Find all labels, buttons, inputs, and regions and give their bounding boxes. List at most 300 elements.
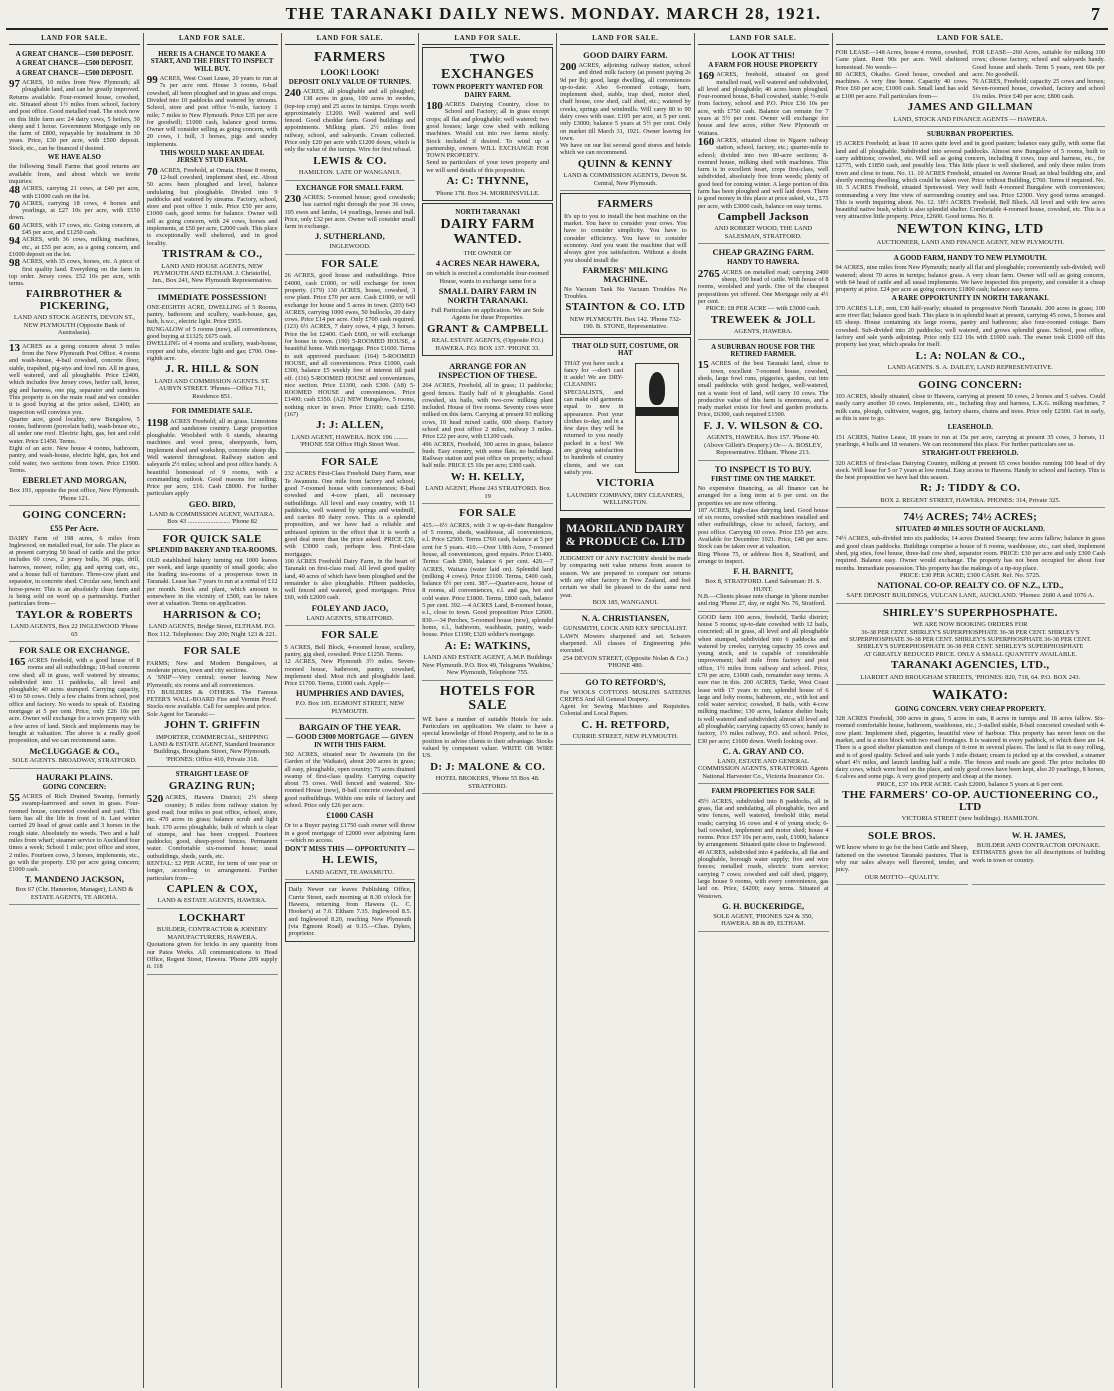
agent-name: Campbell Jackson bbox=[717, 210, 809, 223]
body-text: ESTIMATES given for all descriptions of building work in town or country. bbox=[972, 849, 1105, 864]
agent-details: VICTORIA STREET (new buildings). HAMILTON. bbox=[901, 815, 1039, 823]
headline: A FARM FOR HOUSE PROPERTY bbox=[708, 60, 818, 69]
columns bbox=[6, 33, 1108, 1388]
headline: LEASEHOLD. bbox=[947, 423, 993, 432]
advert bbox=[698, 47, 829, 244]
advert bbox=[147, 47, 278, 289]
advert bbox=[560, 674, 691, 745]
agent-name: A: C: THYNNE, bbox=[446, 175, 529, 188]
column-header: LAND FOR SALE. bbox=[422, 33, 553, 45]
advert bbox=[698, 340, 829, 461]
headline: FARM PROPERTIES FOR SALE bbox=[711, 787, 815, 796]
body-text: 496 ACRES, Freehold, 300 acres in grass, balance bush. Easy country, with some flats; no buildings. Railway station and post office on property; school half mile. PRICE £5 10s per acre; £300 cash. bbox=[422, 440, 553, 470]
body-text: 370 ACRES L.I.P., rent, £30 half-yearly; situated in progressive North Taranaki. 200 acres in grass; 100 acre river flat; balance good bush. This place is in splendid heart at present, carrying 45 cows, 5 horses and 65 sheep. House containing six large rooms, pantry and bathroom; also four-roomed cottage. Barn cowshed. Sub-divided into 20 paddocks; well watered, and grows splendid grass. School, post office, factory and sale yards adjoining. Price only £12 10s with £1000 cash. The owner took £1600 off this property last year, which speaks for itself. bbox=[835, 304, 1106, 349]
advert bbox=[147, 530, 278, 642]
advert bbox=[560, 610, 691, 673]
advert bbox=[560, 513, 691, 611]
headline: FIRST TIME ON THE MARKET. bbox=[711, 474, 816, 483]
agent-name: JAMES AND GILLMAN bbox=[907, 101, 1033, 114]
listing: 55 ACRES of Rich Drained Swamp, formerly swamp-harrowed and sown in grass. Four-roomed house, concreted cowshed and yard. This farm has all the life in front of it. Last winter carried 29 head of great cattle and 3 horses in the rough state. Absolutely no weeds. Two and a half miles from wharf; steamer service to Auckland four times a week; School 1 mile; post office and store, 2 miles. Fourteen cows, 3 horses, implements, etc., go with the property. £30 per acre going concern; £1000 cash. bbox=[9, 792, 140, 874]
agent-name: W: H. KELLY, bbox=[450, 470, 525, 483]
body-text: FARMS; New and Modern Bungalows, at moderate prices, town and city sections. bbox=[146, 659, 278, 674]
agent-details: LAND AGENT, HAWERA. BOX 196 ......... 'PHONE 558 Office High Street West. bbox=[291, 433, 409, 449]
agent-name: TAYLOR & ROBERTS bbox=[15, 608, 133, 621]
body-text: the following Small Farms that good returns are available from, and about which we invite inquiries: bbox=[9, 163, 140, 185]
body-text: FOR LEASE—260 Acres, suitable for milking 100 cows; choose factory, school and saleyards handy. Good house and sheds. Term 5 years, rent 60s per acre. No goodwill. bbox=[972, 49, 1105, 78]
agent-details: Box 67 (Chr. Hamerton, Manager), LAND & ESTATE AGENTS, TE AROHA. bbox=[15, 886, 134, 901]
body-text: 36-38 PER CENT. SHIRLEY'S SUPERPHOSPHATE 36-38 PER CENT. SHIRLEY'S SUPERPHOSPHATE 36-38 PER CENT. SHIRLEY'S SUPERPHOSPHATE 36-38 PER CENT. SHIRLEY'S SUPERPHOSPHATE 36-38 PER CENT. SHIRLEY'S SUPERPHOSPHATE bbox=[849, 628, 1092, 651]
agent-details: GUNSMITH, LOCK AND KEY SPECIALIST. bbox=[563, 625, 688, 633]
agent-name: McCLUGGAGE & CO., bbox=[29, 745, 120, 756]
headline: DON'T MISS THIS — OPPORTUNITY — bbox=[285, 845, 415, 854]
headline: DAIRY FARM WANTED. bbox=[440, 217, 535, 248]
advert bbox=[285, 47, 416, 181]
headline: THIS WOULD MAKE AN IDEAL JERSEY STUD FARM. bbox=[159, 149, 265, 165]
advert bbox=[9, 341, 140, 506]
agent-name: STAINTON & CO. LTD bbox=[565, 301, 686, 314]
agent-name: JOHN T. GRIFFIN bbox=[164, 719, 261, 731]
agent-details: SOLE AGENTS. BROADWAY, STRATFORD. bbox=[12, 757, 137, 765]
headline: CHEAP GRAZING FARM. bbox=[712, 247, 814, 258]
headline: A GREAT CHANCE—£500 DEPOSIT. bbox=[15, 50, 134, 58]
headline: A RARE OPPORTUNITY IN NORTH TARANAKI. bbox=[891, 294, 1049, 303]
headline: — GOOD £3000 MORTGAGE — GIVEN IN WITH THIS FARM. bbox=[286, 733, 414, 749]
listing: 70 ACRES, Freehold, at Omata. House 8 rooms, 12-bail cowshed, implement shed, etc. About 50 acres been ploughed and level, balance undulating but ploughable. Divided into 9 paddocks and watered by streams. Factory, school, store and post office 1 mile. Price £50 per acre, £1000 cash, good terms for balance. Owner will sell as going concern, with 24 cows, horses and implements, at £50 per acre, £2000 cash. This place is exceptionally well sheltered, and in good locality. bbox=[146, 165, 278, 247]
agent-name: CAPLEN & COX, bbox=[166, 882, 258, 895]
advert bbox=[147, 767, 278, 908]
body-text: ONE-EIGHTH ACRE, DWELLING of 5 Rooms, pantry, bathroom and scullery, wash-house, gas, bath, h.w.c., electric light. Price £955. bbox=[146, 303, 278, 326]
agent-name: HUMPHRIES AND DAVIES, bbox=[295, 688, 404, 699]
agent-details: 'Phone 178. Box 34. MORRINSVILLE. bbox=[435, 189, 540, 197]
headline: HANDY TO HAWERA. bbox=[727, 258, 800, 267]
body-text: 12 ACRES, New Plymouth 3½ miles. Seven-roomed house, bathroom, pantry, cowshed, implement shed. Most rich and ploughable land. Price £1700. Terms, £1000 cash. Apply— bbox=[284, 658, 416, 688]
headline: FOR SALE bbox=[321, 257, 379, 270]
headline: FARMERS bbox=[597, 198, 654, 211]
headline: BARGAIN OF THE YEAR. bbox=[299, 722, 401, 733]
agent-name: TARANAKI AGENCIES, LTD., bbox=[891, 659, 1050, 672]
advert bbox=[422, 358, 553, 504]
illustration bbox=[635, 363, 679, 473]
listing: 97 ACRES, 10 miles from New Plymouth; all ploughable land, and can be greatly improved. Returns available. Four-roomed house, cowshed, etc. Situated about 1½ miles from school, factory and post office. Good metalled road. The stock now on this little farm are: 24 dairy cows, 5 heifers, 30 sheep and 1 horse. Government Mortgage only on the farm of £800, repayable by instalment in 30 years. Price, £30 per acre, with £500 deposit. Stock, etc., can be financed if desired. bbox=[9, 78, 140, 152]
headline: HAURAKI PLAINS. bbox=[36, 771, 113, 782]
agent-contact: Box 43 .......................... 'Phone 82 bbox=[167, 518, 258, 526]
agent-name: N. A. CHRISTIANSEN, bbox=[581, 613, 669, 624]
agent-details: SAFE DEPOSIT BUILDINGS, VULCAN LANE, AUCKLAND. 'Phones: 2680 A and 1076 A. bbox=[846, 592, 1095, 600]
agent-name: VICTORIA bbox=[596, 477, 655, 490]
listing: 169 ACRES, freehold, situated on good metalled road, well watered and subdivided, all level and ploughable; 40 acres been ploughed. Four-roomed house, 8-bail cowshed, stable; ½-mile from factory, school and P.O. Price £36 10s per acre, with £750 cash. Balance can remain for 7 years at 5½ per cent. Owner will exchange for house and few acres, either New Plymouth or Waitara. bbox=[697, 70, 829, 137]
agent-details: AND ROBERT WOOD, THE LAND SALESMAN, STRATFORD. bbox=[714, 225, 813, 240]
body-text: 302 ACRES, situated near Te Awamutu (in the Garden of the Waikato), about 200 acres in grass; all easy, ploughable, open country; 75 acres drained swamp of first-class quality. Carrying capacity about 75 cows. Well fenced and watered. Six-roomed House (new), 8-bail concrete cowshed and good outbuildings. Within one mile of factory and school. Price only £26 per acre. bbox=[284, 750, 416, 809]
body-text: FOR LEASE—148 Acres, house 4 rooms, cowshed, Gane plant. Rent 90s per acre. Well sheltered homestead. No weeds— bbox=[835, 49, 969, 71]
agent-details: LAND, ESTATE AND GENERAL COMMISSION AGENTS, STRATFORD. Agents National Harvester Co., Victoria Insurance Co. bbox=[698, 757, 829, 780]
body-text: on which is erected a comfortable four-roomed House, wants to exchange same for a bbox=[426, 270, 549, 285]
headline: GRAZING RUN; bbox=[168, 779, 256, 792]
listing: 240 ACRES, all ploughable and all ploughed; 138 acres in grass, 100 acres in swedes, (top-top crop) and 25 acres in turnips. Crops worth approximately £1200. Well watered and well fenced. Good cheddar farm. Good buildings and appointments. Milking plant. 2½ miles from railway, school, and saleyards. Cream collected. Price only £20 per acre with £1200 down, which is only the value of the turnips. Wire for first refusal. bbox=[284, 86, 416, 154]
agent-name: T. MANDENO JACKSON, bbox=[24, 874, 124, 885]
headline: A GOOD FARM, HANDY TO NEW PLYMOUTH. bbox=[893, 253, 1047, 262]
body-text: 232 ACRES First-Class Freehold Dairy Farm, near Te Awamutu. One mile from factory and school; good 7-roomed house with conveniences; 8-bail cowshed and 4-cow plant, all necessary outbuildings. All level and easy country, with 11 paddocks, well watered by springs and windmill, and carries 80 dairy cows. This is a splendid proposition, and we have had a reliable and unbiased opinion to the effect that it is worth a good deal more than the price asked. PRICE £36, with £3000 cash, perhaps less. First-class mortgages. bbox=[284, 470, 416, 558]
advert bbox=[698, 612, 829, 785]
advert-layout bbox=[836, 49, 1106, 100]
agent-name: FOLEY AND JACO, bbox=[311, 602, 389, 613]
advert bbox=[972, 827, 1105, 885]
agent-details: SOLE AGENT, 'PHONES 324 & 350, HAWERA. 88 & 89, ELTHAM. bbox=[713, 912, 814, 928]
advert bbox=[698, 461, 829, 612]
agent-details: AGENTS, HAWERA. bbox=[733, 328, 793, 336]
headline: SUBURBAN PROPERTIES. bbox=[927, 130, 1014, 139]
headline: FOR SALE bbox=[459, 507, 517, 520]
body-text: 328 ACRES Freehold, 300 acres in grass, 5 acres in oats, 8 acres in turnips and 18 acres fallow. Six-roomed comfortable house, bathroom, washhouse, etc.; 3-stalled stable, 8-bail concreted cowshed with 4-cow plant. Implement shed, piggeries, beautiful view of harbour. This property has never been on the market, and is a nice block with two road frontages. It is watered in every paddock, of which there are 14. There is a good shelter plantation and clumps of ti-tree in several places. The land is flat to easy rolling, and is of good quality. School and sale yards 1 mile distant; cream is picked up at the cowshed, a steamer wharf 4½ miles, and launch landing half a mile. The fences and roads are good. The price includes 80 dairy cows, which were bred on the place, and only good cows have been kept, also 20 yearlings, 8 horses, 6 calves and some pigs. A very good property and cheap at the money. bbox=[835, 715, 1105, 781]
agent-details: LAND AGENTS. S. A. DAILEY, LAND REPRESENTATIVE. bbox=[887, 364, 1053, 372]
agent-details: HOTEL BROKERS, 'Phone 55 Box 48. STRATFORD. bbox=[435, 775, 540, 790]
agent-details: LAND AND COMMISSION AGENTS. ST. AUBYN STREET. 'Phones—Office 711, Residence 851. bbox=[154, 377, 270, 400]
agent-details: LAND AND ESTATE AGENT, A.M.P. Buildings New Plymouth. P.O. Box 49, Telegrams 'Watkins,' New Plymouth, Telephone 755. bbox=[422, 654, 553, 677]
column-3 bbox=[282, 33, 420, 1388]
headline: DEPOSIT ONLY VALUE OF TURNIPS. bbox=[288, 77, 411, 86]
agent-details: LAND & COMMISSION AGENT, WAITARA. bbox=[149, 510, 275, 518]
headline: NORTH TARANAKI bbox=[455, 208, 520, 217]
headline: TOWN PROPERTY WANTED FOR DAIRY FARM. bbox=[432, 83, 543, 99]
body-text: Send us particulars of your town property and we will send details of this proposition. bbox=[426, 159, 549, 174]
headline: GOING CONCERN: bbox=[918, 378, 1023, 391]
headline: FARMERS' MILKING MACHINE. bbox=[582, 264, 669, 284]
headline: FOR QUICK SALE bbox=[162, 532, 262, 545]
body-text: Quarter acre, good locality, new Bungalow, 5 rooms, bathroom (porcelain bath), wash-house etc., all under one roof. Electric light, gas, hot and cold water. Price £1450. Terms. bbox=[9, 415, 140, 445]
agent-details: Box 8, STRATFORD. Land Salesman: H. S. HUNT. bbox=[705, 578, 822, 593]
agent-name: TRISTRAM & CO., bbox=[161, 247, 263, 260]
price: PRICE, £37 10s PER ACRE. Cash £2000, balance 5 years at 6 per cent. bbox=[876, 780, 1064, 788]
body-text: N.B.—Clients please note change in 'phone number and ring 'Phone 27, day, or night No. 76, Stratford. bbox=[697, 593, 829, 608]
advert bbox=[147, 289, 278, 404]
agent-name: LOCKHART bbox=[179, 911, 246, 924]
agent-contact: 254 DEVON STREET, (Opposite Nolan & Co.) 'PHONE 480. bbox=[562, 654, 688, 670]
body-text: Full Particulars on application. We are Sole Agents for these Properties. bbox=[431, 306, 545, 322]
body-text: Quotations given for bricks in any quantity from our Patea Works. All communications to Head Office, Regent Street, Hawera. 'Phone 209 supply it. 118 bbox=[146, 941, 278, 971]
body-text: 74½ ACRES, sub-divided into six paddocks; 14 acres Drained Swamp; few acres fallow; balance in grass and good clean paddocks. Buildings comprise a house of 6 rooms, washhouse, etc., cart shed, implement shed, pig sties, fowl house, three-bail cow shed, separator room. PRICE: £30 per acre and only £300 Cash required. Balance easy. Owner would exchange. The property has not been occupied for about four months. Immediate possession. This property has the makings of a tip-top place. bbox=[835, 535, 1105, 572]
agent-details: LAND AGENTS, STRATFORD. bbox=[306, 614, 394, 622]
body-text: 151 ACRES, Native Lease, 18 years to run at 15s per acre, carrying at present 35 cows, 3 horses, 11 yearlings, 4 bulls and 18 weaners. We can recommend this place. For further particulars see us. bbox=[835, 433, 1105, 448]
headline: HOTELS FOR SALE bbox=[439, 683, 536, 714]
advert bbox=[698, 244, 829, 339]
agent-name: TREWEEK & JOLL bbox=[710, 313, 816, 326]
agent-name: EBERLET AND MORGAN, bbox=[22, 475, 127, 486]
body-text: No Vacuum Tank No Vacuum Troubles No Troubles. bbox=[564, 285, 687, 301]
page-number: 7 bbox=[1091, 3, 1100, 24]
price: PRICE: £30 PER ACRE; £300 CASH. Ref. No. 5725. bbox=[899, 571, 1041, 579]
headline: GOING CONCERN. VERY CHEAP PROPERTY. bbox=[894, 704, 1046, 713]
advert bbox=[836, 251, 1106, 376]
agent-name: FAIRBROTHER & PICKERING, bbox=[25, 288, 123, 312]
advert bbox=[285, 181, 416, 255]
headline: WAIKATO: bbox=[931, 688, 1009, 704]
headline: FOR SALE bbox=[321, 455, 379, 468]
body-text: OUR MOTTO—QUALITY. bbox=[864, 873, 940, 881]
headline: GOING CONCERN: bbox=[22, 509, 127, 522]
listing: 165 ACRES freehold, with a good house of 8 rooms and all outbuildings; 18-bail concrete cow shed; all in grass, well watered by streams; subdivided into 11 paddocks, all level and ploughable; 40 acres stumped. Carrying capacity, 43 to 50 cows. Only a few chains from school, post office and factory. No weeds to speak of. Existing mortgage at 5 per cent. Price, only £26 10s per acre. Owner will exchange for a town property with a few acres of land. Stock and implements may be bought at valuation. The above is a really good proposition, and we can recommend same. bbox=[9, 655, 140, 745]
listing: 98 ACRES, with 35 cows, horses, etc. A piece of first quality land. Everything on the farm in top order. Jersey cows. £52 10s per acre, with terms. bbox=[9, 257, 140, 288]
body-text: Or to a Buyer paying £1750 cash owner will throw in a good mortgage of £2000 over adjoining farm —which no access. bbox=[284, 822, 416, 844]
agent-name: QUINN & KENNY bbox=[577, 157, 673, 170]
body-text: AT GREATLY REDUCED PRICE. ONLY A SMALL QUANTITY AVAILABLE. bbox=[863, 650, 1077, 658]
body-text: 5 ACRES, Bell Block, 4-roomed house, scullery, pantry, gig shed, cowshed. Price £1250. Terms. bbox=[284, 643, 416, 658]
notice-box bbox=[285, 882, 416, 941]
agent-contact: BOX 185, WANGANUI. bbox=[592, 598, 659, 606]
listing: 60 ACRES, with 17 cows, etc. Going concern, at £45 per acre, and £1250 cash. bbox=[9, 220, 140, 237]
body-text: Daily Newer car leaves Publishing Office, Currie Street, each morning at 8.30 o'clock for Hawera, returning from Hawera (L. C. Hooker's) at 7.0. Eltham 7.35. Inglewood 8.5. and Inglewood 8.20, reaching New Plymouth (via Egmont Road) at 9.15.—Chas. Dykes, proprietor. bbox=[288, 886, 412, 938]
advert-layout bbox=[564, 360, 687, 477]
body-text: Ring 'Phone 75, or address Box 8, Stratford, and arrange to inspect. bbox=[697, 550, 829, 565]
advert bbox=[422, 203, 553, 356]
headline: LOOK AT THIS! bbox=[731, 50, 795, 60]
price: PRICE: £8 PER ACRE — with £3000 cash. bbox=[705, 305, 821, 313]
column-7-8 bbox=[833, 33, 1109, 1388]
body-text: 49 ACRES, subdivided into 4 paddocks, all flat and ploughable, borough water supply; five and wire fences; metalled roads, electric tram service; carrying 7 cows; cowshed and calf shed, piggery, large house 9 rooms, with every convenience, gas laid on. Price, £4200; easy terms. Situated at Westown. bbox=[697, 848, 829, 900]
agent-name: NATIONAL CO-OP. REALTY CO. OF N.Z., LTD., bbox=[877, 580, 1064, 591]
column-header: LAND FOR SALE. bbox=[147, 33, 278, 45]
agent-details: REAL ESTATE AGENTS, (Opposite P.O.) HAWERA. P.O. BOX 137. 'PHONE 33. bbox=[431, 337, 544, 352]
body-text: OLD established bakery turning out 1000 loaves per week, and large quantity of small goods; also the leading tea-rooms of a prosperous town in Taranaki. Lease has 7 years to run at a rental of £12 per month. Stock and plant, which amount to somewhere in the vicinity of £500, can be taken over at valuation. Terms on application. bbox=[146, 556, 278, 608]
listing: 15 ACRES of the best Taranaki land, close to town, excellent 7-roomed house, cowshed, sheds, large fowl runs, piggeries, garden, cut into small paddocks with good hedges, well-watered, not a waste foot of land, will carry 10 cows. The productive value of this farm is enormous, and a ready market exists for fowl and garden products. Price, £6300, cash required £1500. bbox=[697, 359, 829, 419]
agent-name: J. R. HILL & SON bbox=[165, 363, 259, 376]
body-text: 94 ACRES, nine miles from New Plymouth; nearly all flat and ploughable; conveniently sub-divided; well watered; about 70 acres in turnips; balance grass. A very clean farm. Owner will sell as going concern, with 64 head of cattle and all usual implements. We have inspected this property, and consider it a cheap property at price. £24 per acre as going concern; £1800 cash; balance easy terms. bbox=[835, 264, 1105, 294]
body-text: WE ARE NOW BOOKING ORDERS FOR bbox=[912, 621, 1028, 629]
agent-name: J: J: ALLEN, bbox=[316, 419, 384, 432]
headline: 4 ACRES NEAR HAWERA, bbox=[435, 258, 540, 269]
body-text: 187 ACRES, high-class dairying land. Good house of six rooms, cowshed with machines installed and other outbuildings, close to school, factory, and post office. Carrying 60 cows. Price £55 per acre. Available for December 1921. Price, £48 per acre. Stock can be taken over at valuation. bbox=[697, 506, 829, 551]
agent-details: LAND AND STOCK AGENTS, DEVON ST., NEW PLYMOUTH (Opposite Bank of Australasia). bbox=[13, 314, 135, 337]
advert bbox=[836, 376, 1106, 509]
column-4 bbox=[419, 33, 557, 1388]
advert bbox=[836, 827, 969, 885]
agent-name: L: A: NOLAN & CO., bbox=[915, 349, 1025, 362]
agent-name: GRANT & CAMPBELL bbox=[426, 322, 549, 335]
headline: FOR SALE bbox=[183, 645, 241, 658]
agent-details: LAND AGENT, TE AWAMUTU. bbox=[305, 868, 394, 876]
advert bbox=[560, 47, 691, 191]
headline: FOR SALE OR EXCHANGE. bbox=[19, 645, 130, 656]
agent-name: W. H. JAMES, bbox=[1011, 829, 1066, 840]
body-text: It's up to you to install the best machine on the market. You have to consider your cows. You have to consider simplicity. You have to consider efficiency. You have to consider economy. And you want the machine that will always give you satisfaction. Without a doubt you should install the bbox=[564, 212, 687, 264]
body-text: Sole Agent for Taranaki:— bbox=[146, 710, 215, 718]
body-text: We have on our list several good stores and hotels which we can recommend. bbox=[560, 142, 691, 157]
agent-name: THE FARMERS' CO-OP. AUCTIONEERING CO., LTD bbox=[842, 789, 1099, 813]
agent-name: J. SUTHERLAND, bbox=[315, 231, 385, 242]
listing: 1198 ACRES Freehold; all in grass. Limestone and sandstone country. Large proportion ploughable. Woolshed with 6 stands, shearing machines and wool press, sheepyards, barn, implement shed and workshop, concrete sheep dip. Well watered throughout. Railway station and saleyards 2½ miles; school and post office handy. A beautiful homestead of 9 rooms, with a commanding outlook. Good reasons for selling. Price per acre, £16. Cash £8000. For further particulars apply bbox=[146, 416, 278, 498]
advert bbox=[147, 404, 278, 529]
body-text: THAT you have such a fancy for —don't cast it aside! We are DRY-CLEANING SPECIALISTS, and can make old garments equal to new in appearance. Post your clothes to-day, and in a few days they will be returned to you neatly packed in a box! We are giving satisfaction to hundreds of country clients, and we can satisfy you. bbox=[564, 359, 624, 476]
agent-details: LAND AGENTS, Bridge Street, ELTHAM. P.O. Box 112. Telephones: Day 200; Night 123 & 221. bbox=[147, 623, 277, 638]
headline: A GREAT CHANCE—£500 DEPOSIT. bbox=[15, 68, 134, 77]
agent-name: R: J: TIDDY & CO. bbox=[920, 482, 1021, 495]
agent-details: BUILDER, CONTRACTOR & JOINERY MANUFACTURERS, HAWERA. bbox=[156, 926, 268, 941]
headline: £55 Per Acre. bbox=[50, 522, 99, 533]
advert bbox=[285, 719, 416, 880]
listing: 13 ACRES as a going concern about 3 miles from the New Plymouth Post Office. 4 rooms and wash-house, 4-bail cowshed, concrete floor, stable, trapshed, pig-stys and fowl run. All in grass, well watered, and all ploughable. Price £2400, which includes five Jersey cows, heifer calf, horse, gig and harness, one pig, separator and sundries. This property is on the main road and we consider it is good buying at the price asked, £2400; an inspection will convince you. bbox=[9, 341, 140, 416]
agent-name: NEWTON KING, LTD bbox=[896, 221, 1044, 237]
column-header: LAND FOR SALE. bbox=[9, 33, 140, 45]
body-text: RENTAL: £2 PER ACRE, for term of one year or longer, according to arrangement. Further particulars from— bbox=[146, 859, 278, 882]
headline: HERE IS A CHANCE TO MAKE A START, AND THE FIRST TO INSPECT WILL BUY. bbox=[150, 50, 274, 73]
advert bbox=[422, 504, 553, 680]
headline: STRAIGHT-OUT FREEHOLD. bbox=[922, 449, 1019, 458]
advert bbox=[836, 604, 1106, 685]
body-text: TO BUILDERS & OTHERS. The Famous PETER'S WALL-BOARD Fire and Vermin Proof. Stocks now available. Call for samples and price. bbox=[146, 688, 278, 711]
body-text: No expensive financing, as all finance can be arranged for a long term at 6 per cent. on the properties we are now offering. bbox=[697, 484, 829, 507]
agent-name: A: E: WATKINS, bbox=[444, 639, 531, 652]
advert bbox=[836, 508, 1106, 603]
body-text: THE OWNER OF bbox=[463, 249, 512, 257]
listing: 230 ACRES; 5-roomed house; good cowsheds; has carried right through the year 36 cows, 105 ewes and lambs, 14 yearlings, horses and bull. Price, only £32 per acre. Owner will consider small farm in exchange. bbox=[284, 192, 416, 231]
column-1 bbox=[6, 33, 144, 1388]
headline: FOR IMMEDIATE SALE. bbox=[171, 407, 253, 416]
agent-details: LAND, STOCK AND FINANCE AGENTS — HAWERA. bbox=[893, 115, 1048, 123]
advert bbox=[836, 47, 1106, 127]
agent-details: HAMILTON. LATE OF WANGANUI. bbox=[298, 169, 401, 177]
listing: 2765 ACRES on metalled road; carrying 2400 sheep, 100 head of cattle. With house of 8 rooms, woolshed and yards. One of the cheapest propositions yet offered. One Mortgage only at 4½ per cent. bbox=[697, 267, 829, 305]
headline: 74½ ACRES; 74½ ACRES; bbox=[903, 511, 1038, 524]
advert bbox=[422, 681, 553, 795]
headline: £1000 CASH bbox=[326, 810, 374, 821]
advert bbox=[9, 642, 140, 769]
body-text: A 'SNIP'—Very central; owner leaving New Plymouth; six rooms and all conveniences. bbox=[146, 674, 278, 689]
agent-name: F. J. V. WILSON & CO. bbox=[703, 419, 823, 432]
body-text: WE know where to go for the best Cattle and Sheep, fattened on the sweetest Taranaki pastures. That is why our sales always well flavored, tender, and juicy. bbox=[835, 844, 969, 874]
body-text: GOOD farm 100 acres, freehold, Tariki district; house 5 rooms; up-to-date cowshed with 12 bails, concreted; all in grass, all level and all ploughable when stumped, subdivided into 6 paddocks and watered by creeks; carrying capacity 35 cows and young stock, and is capable of considerable improvement; half mile from factory and post office, 1½ miles from railway and school. Price, £70 per acre, £1000 cash, remainder easy terms. A sure rise in this. 200 ACRES, Tariki, West Coast lease with 17 years to run; splendid house of 6 large and lofty rooms, bathroom, etc., with hot and cold water service; cowshed, 8 bails, with 4-cow milking machine; 130 acres, balance shelter bush; is well watered and subdivided; almost all level and all ploughable; carrying capacity 65 cows; handy to factory, 1½ miles railway, P.O. and school. Price, £30 per acre; £1600 down. Worth looking over. bbox=[697, 613, 829, 745]
advert bbox=[285, 255, 416, 453]
body-text: 264 ACRES, Freehold, all in grass; 11 paddocks; good fences. Easily half of it ploughable. Good cowshed, six bails, with two-cow milking plant included. House of five rooms. Seventy cows were milked on this farm. Carrying at present 93 milking cows, 10 head mixed cattle, 600 sheep. Factory school and post office 2 miles, railway 3 miles. Price £22 per acre, with £1200 cash. bbox=[422, 382, 553, 441]
body-text: For WOOLS COTTONS MUSLINS SATEENS CREPES And All General Drapery. bbox=[560, 688, 691, 703]
advert bbox=[836, 127, 1106, 251]
body-text: LAWN Mowers sharpened and set. Scissors sharpened. All classes of Engineering jobs executed. bbox=[560, 632, 691, 655]
column-5 bbox=[557, 33, 695, 1388]
agent-details: BUILDER AND CONTRACTOR OPUNAKE. bbox=[976, 841, 1101, 849]
agent-details: LIARDET AND BROUGHAM STREETS, 'PHONES: 820, 718, 64. P.O. BOX 243. bbox=[860, 673, 1081, 681]
headline: THAT OLD SUIT, COSTUME, OR HAT bbox=[572, 341, 679, 358]
headline: FOR SALE bbox=[321, 629, 379, 642]
logo-banner: MAORILAND DAIRY & PRODUCE Co. LTD bbox=[560, 518, 691, 552]
headline: GOOD DAIRY FARM. bbox=[583, 50, 668, 60]
agent-details: LAND AGENTS, Box 22 INGLEWOOD 'Phone 65 bbox=[10, 623, 139, 638]
advert bbox=[9, 769, 140, 905]
agent-name: F. H. BARNITT, bbox=[733, 566, 793, 577]
body-text: 320 ACRES of first-class Dairying Country, milking at present 65 cows besides running 100 head of dry stock. Will lease for 5 or 7 years at low rental. Easy access to Hawera. Handy to school and factory. This is the best proposition we have had this season. bbox=[835, 459, 1105, 482]
advert bbox=[698, 784, 829, 931]
body-text: Agent for Sewing Machines and Requisites. Colonial and Local Papers. bbox=[560, 703, 691, 718]
body-text: 76 ACRES, Freehold; capacity 25 cows and horses; Seven-roomed house, cowshed, factory and school 1¼ miles. Price £40 per acre; £800 cash. bbox=[972, 78, 1105, 100]
headline: A SUBURBAN HOUSE FOR THE RETIRED FARMER. bbox=[711, 342, 816, 358]
headline: WE HAVE ALSO bbox=[47, 153, 101, 161]
headline: FARMERS bbox=[314, 50, 386, 65]
advert bbox=[560, 193, 691, 335]
body-text: 26 ACRES, good house and outbuildings. Price £4000, cash £1000, or will exchange for town property. (179) 130 ACRES, house, cowshed, 3 cow plant. Price £70 per acre. Cash £1000, or will exchange for house and 5 acres in town. (203) 643 ACRES, carrying 1000 ewes, 50 bullocks, 20 dairy cows. Price £14 per acre. Only £700 cash required. (123) 6½ ACRES, 7 dairy cows, 4 pigs, 3 horses. Price the lot £2400. Cash £600, or will exchange for house in town. (190) 5-ROOMED HOUSE, a beautiful home. With mortgage. Price £1600. Terms to suit approved purchaser. (164) 5-ROOMED HOUSE, and all conveniences. Price £1000, cash £300, balance £5 weekly free of interest till paid off. (116) 5-ROOMED HOUSE and conveniences, nice section. Price £1300, cash £300. (A8) 5-ROOMED HOUSE and conveniences. Price £1400; cash £350. (A2) NEW Bungalow, 5 rooms, nothing nicer in town. Price £1600; cash £250. (167) bbox=[284, 272, 416, 419]
agent-details: LAND AGENT, Phone 243 STRATFORD. Box 19 bbox=[425, 485, 550, 500]
column-header: LAND FOR SALE. bbox=[836, 33, 1106, 45]
headline: STRAIGHT LEASE OF bbox=[175, 770, 249, 779]
body-text: WE have a number of suitable Hotels for sale. Particulars on application. We claim to have a special knowledge of Hotel Property, and to be in a position to advise clients to their advantage. Stocks valued by competent valuer. WRITE OR WIRE US. bbox=[422, 715, 553, 760]
agent-details: INGLEWOOD. bbox=[329, 243, 371, 251]
agent-details: LAND & ESTATE AGENTS, HAWERA. bbox=[157, 897, 267, 905]
agent-details: P.O. Box 105. EGMONT STREET, NEW PLYMOUTH. bbox=[295, 700, 405, 715]
agent-details: LAUNDRY COMPANY, DRY CLEANERS, WELLINGTON. bbox=[566, 491, 684, 507]
listing: 48 ACRES, carrying 21 cows, at £40 per acre, with £1000 cash on the lot. bbox=[9, 184, 140, 200]
masthead bbox=[6, 0, 1108, 30]
advert bbox=[147, 642, 278, 767]
headline: SPLENDID BAKERY AND TEA-ROOMS. bbox=[147, 546, 277, 555]
agent-details: Box 191, opposite the post office, New Plymouth. 'Phone 121. bbox=[9, 487, 140, 502]
agent-details: AGENTS, HAWERA. Box 157. 'Phone 40. (Above Gillett's Drapery.) Or— A. BOSLEY, Representative. Eltham. 'Phone 213. bbox=[704, 434, 823, 457]
listing: 180 ACRES Dairying Country, close to School and Factory; all in grass except crops; all flat and ploughable; well watered; two good houses; large cow shed with milking machines. Would cut into two farms nicely. Stock included if desired. To wind up a partnership, owners WILL EXCHANGE FOR TOWN PROPERTY. bbox=[426, 100, 549, 160]
agent-details: LAND AND HOUSE AGENTS, NEW PLYMOUTH AND ELTHAM. J. Christoffel, Jun., Box 241, New Plymouth Representative. bbox=[151, 262, 273, 285]
headline: ARRANGE FOR AN INSPECTION OF THESE. bbox=[438, 361, 538, 381]
agent-name: LEWIS & CO. bbox=[313, 154, 387, 167]
listing: 520 ACRES, Hawera District; 2½ sheep country; 8 miles from railway station by good road; four miles to post office, school, store, etc. 470 acres in grass; balance scrub and light bush. 170 acres ploughable, bulk of which is clear of stumps, and has been cropped. Fourteen paddocks; good, sheep-proof fences. Permanent water. Comfortable six-roomed house; usual outbuildings, sheds, yards, etc. bbox=[146, 793, 278, 860]
headline: IMMEDIATE POSSESSION! bbox=[157, 291, 267, 302]
agent-name: C. A. GRAY AND CO. bbox=[722, 745, 804, 756]
headline: SITUATED 40 MILES SOUTH OF AUCKLAND. bbox=[895, 525, 1045, 533]
column-header: LAND FOR SALE. bbox=[285, 33, 416, 45]
advert bbox=[285, 453, 416, 626]
body-text: JUDGMENT OF ANY FACTORY should be made by comparing nett value returns from season to season. We are prepared to compare our returns with any other factory in New Zealand, and feel certain we shall be pleased to do the same next year. bbox=[560, 555, 691, 599]
agent-details: IMPORTER, COMMERCIAL, SHIPPING LAND & ESTATE AGENT, Standard Insurance Buildings, Brougham Street, New Plymouth. 'PHONES: Office 410, Private 318. bbox=[149, 733, 275, 763]
body-text: Eight of an acre. New house 4 rooms, bathroom, pantry, and wash-house, electric light, gas, hot and cold water, two sections from town. Price £1900. Terms. bbox=[9, 445, 140, 474]
headline: GOING CONCERN: bbox=[42, 782, 107, 791]
agent-name: GEO. BIRD, bbox=[188, 498, 236, 509]
headline: SMALL DAIRY FARM IN NORTH TARANAKI. bbox=[438, 286, 537, 306]
advert bbox=[836, 685, 1106, 827]
agent-name: D: J: MALONE & CO. bbox=[430, 760, 546, 773]
body-text: 103 ACRES, ideally situated, close to Hawera, carrying at present 50 cows, 2 horses and 5 calves. Could easily carry another 10 cows. Implements, etc., including dray and harness, L.K.G. milking machines, 7 milk cans, plough, cultivator, wagon, gig, factory shares, chains and trees. Price only £2300. Get in early, as this is sure to go. bbox=[835, 393, 1105, 422]
column-6 bbox=[695, 33, 833, 1388]
headline: LOOK! LOOK! bbox=[320, 66, 380, 77]
listing: 99 ACRES, West Coast Lease, 20 years to run at 7s per acre rent. House 3 rooms, 6-bail cowshed, all been ploughed and in grass and crops. Divided into 10 paddocks and watered by streams. School, store and post office ½-mile, factory 1 mile; 7 miles to New Plymouth. Price £35 per acre for goodwill; £1000 cash, balance good terms. Owner will consider selling as going concern, with 20 cows, 1 bull, 3 horses, pigs and sundry implements. bbox=[146, 74, 278, 148]
agent-details: AUCTIONEER, LAND AND FINANCE AGENT, NEW PLYMOUTH. bbox=[876, 239, 1064, 247]
headline: TWO EXCHANGES bbox=[441, 52, 535, 82]
advert bbox=[147, 909, 278, 975]
agent-name: G. H. BUCKERIDGE, bbox=[722, 900, 805, 911]
listing: 160 ACRES, situated close to Ngaere railway station, school, factory, etc.; quarter-mile to school; divided into two 80-acre sections; 8-roomed house, milking shed with machines. This farm is in excellent heart, crops first-class, well subdivided, absolutely free from weeds; plenty of good feed for coming winter. A large portion of this farm has been ploughed and well laid down. There is good money in this place at price asked, viz., £75 per acre, with £3000 cash, balance on easy terms. bbox=[697, 135, 829, 210]
agent-details: CURRIE STREET, NEW PLYMOUTH. bbox=[572, 733, 679, 741]
listing: 70 ACRES, carrying 18 cows, 4 horses and yearlings, at £27 10s per acre, with £550 down. bbox=[9, 198, 140, 222]
body-text: 100 ACRES Freehold Dairy Farm, in the heart of Taranaki on first-class road. All level good quality land, 40 acres of which have been ploughed and the remainder is also ploughable. Fifteen paddocks, well fenced and watered, good mortgages. Price £60, with £2000 cash. bbox=[284, 557, 416, 602]
listing: 94 ACRES, with 36 cows, milking machines, etc., at £55 per acre, as a going concern, and £1000 deposit on the lot. bbox=[9, 235, 140, 258]
agent-name: HARRISON & CO; bbox=[162, 608, 262, 621]
column-header: LAND FOR SALE. bbox=[698, 33, 829, 45]
body-text: 415.—6½ ACRES, with 3 w up-to-date Bungalow of 5 rooms, sheds, washhouse, all conveniences, e.l. Price £2500. Terms £760 cash, balance at 5 per cent for 5 years. 410.—Over 1/8th Acre, 7-roomed house, all conveniences, good repairs. Price £1400. Terms: Cash £900, balance 6 per cent. 420.—7 ACRES, Waitara (water laid on). Splendid land (milking 4 cows). Price £1100. Terms, £400 cash, balance 6½ per cent. 387.—Quarter-acre, house of 8 rooms, all conveniences, e.l. and gas, hot and cold water. Price £1800. Terms, £800 cash, balance 5 per cent. 392.—4 ACRES Land, 8-roomed house, e.l., close to town. Good proposition Price £2600. 830.—34 Perches, 5-roomed house (new), splendid home, e.l., bathroom, washbasin, pantry, wash-house. Price £1190; £320 soldier's mortgage. bbox=[422, 521, 553, 639]
headline: GO TO RETFORD'S, bbox=[585, 676, 666, 687]
body-text: 15 ACRES Freehold; at least 10 acres quite level and in good pasture; balance easy gully, with some flat land and all ploughable. Subdivided into several paddocks. Almost new Bungalow of 5 rooms, built to carry additions; cowshed, etc. Will sell as going concern, including 8 cows, trap and harness, etc., for £2775, with £1850 cash, and possibly less. This little place is well sheltered, and only three miles from town and close to tram. No. 11. 10 ACRES Freehold, situated on Avenue Road; an ideal building site, and shortly erecting dwelling, which could be taken over. Price without Building, £760. Terms if required. No. 10. 5 ACRES Freehold, situated Spotswood. Very well built 4-roomed Bungalow with conveniences; commanding a very fine view of surrounding country and sea. Price £2300. Very good terms arranged. This is worth inquiring about. No. 12. 18½ ACRES Freehold, Bell Block. All level and with few acres beautiful native bush, which is also splendid shelter. Comfortable 4-roomed house, cowshed, etc. This is a very attractive little property. Price, £2600. Good terms. No. 8. bbox=[835, 140, 1105, 221]
body-text: DWELLING of 4 rooms and scullery, wash-house, copper and tubs, electric light and gas; £700. One-eighth acre. bbox=[146, 340, 278, 362]
body-text: 80 ACRES, Okaiho. Good house, cowshed and machines. A very fine home. Capacity 40 cows. Price £60 per acre; £1000 cash. Small land has sold at £100 per acre. Full particulars from— bbox=[835, 70, 969, 100]
agent-name: H. LEWIS, bbox=[322, 854, 378, 867]
body-text: 45½ ACRES, subdivided into 8 paddocks, all in grass, flat and undulating, all ploughable, two and wire fences, well watered, freehold title; metal roads; carrying 16 cows and 4 of young stock; 6-bail cowshed, implement and motor shed; house 4 rooms. Price £57 10s per acre, cash, £1000, balance by arrangement. Situated quite close to Inglewood. bbox=[697, 797, 829, 849]
agent-name: SOLE BROS. bbox=[867, 829, 936, 842]
agent-details: BOX 2. REGENT STREET, HAWERA. PHONES: 314, Private 325. bbox=[880, 496, 1061, 504]
masthead-title: THE TARANAKI DAILY NEWS. MONDAY. MARCH 28, 1921. bbox=[285, 4, 822, 23]
advert bbox=[560, 337, 691, 511]
headline: TO INSPECT IS TO BUY. bbox=[714, 463, 812, 474]
headline: A GREAT CHANCE—£500 DEPOSIT. bbox=[15, 59, 134, 68]
agent-details: LAND & COMMISSION AGENTS, Devon St. Central, New Plymouth. bbox=[563, 172, 688, 187]
body-text: BUNGALOW of 5 rooms (new), all conveniences, good buying at £1325; £675 cash. bbox=[146, 325, 278, 341]
column-header: LAND FOR SALE. bbox=[560, 33, 691, 45]
headline: SHIRLEY'S SUPERPHOSPHATE. bbox=[882, 606, 1058, 619]
agent-details: NEW PLYMOUTH. Box 142. 'Phone 732-190. B. STONE, Representative. bbox=[569, 315, 682, 331]
agent-name: C. H. RETFORD, bbox=[581, 718, 670, 731]
advert-layout bbox=[836, 827, 1106, 885]
advert bbox=[422, 47, 553, 201]
advert bbox=[9, 506, 140, 642]
body-text: DAIRY Farm of 198 acres, 6 miles from Inglewood, on metalled road, for sale. The place as at present carrying 50 head of cattle and the price includes 60 cows, 2 jersey bulls, 36 pigs, drill, harrows, mower, roller, gig and spring cart, etc., and a house full of furniture. Three-cow plant and separator, in concrete shed. Circular saw, bench and horse-power. This is an absolutely clean farm and is being sold on word up a partnership. Further particulars from— bbox=[9, 534, 140, 608]
